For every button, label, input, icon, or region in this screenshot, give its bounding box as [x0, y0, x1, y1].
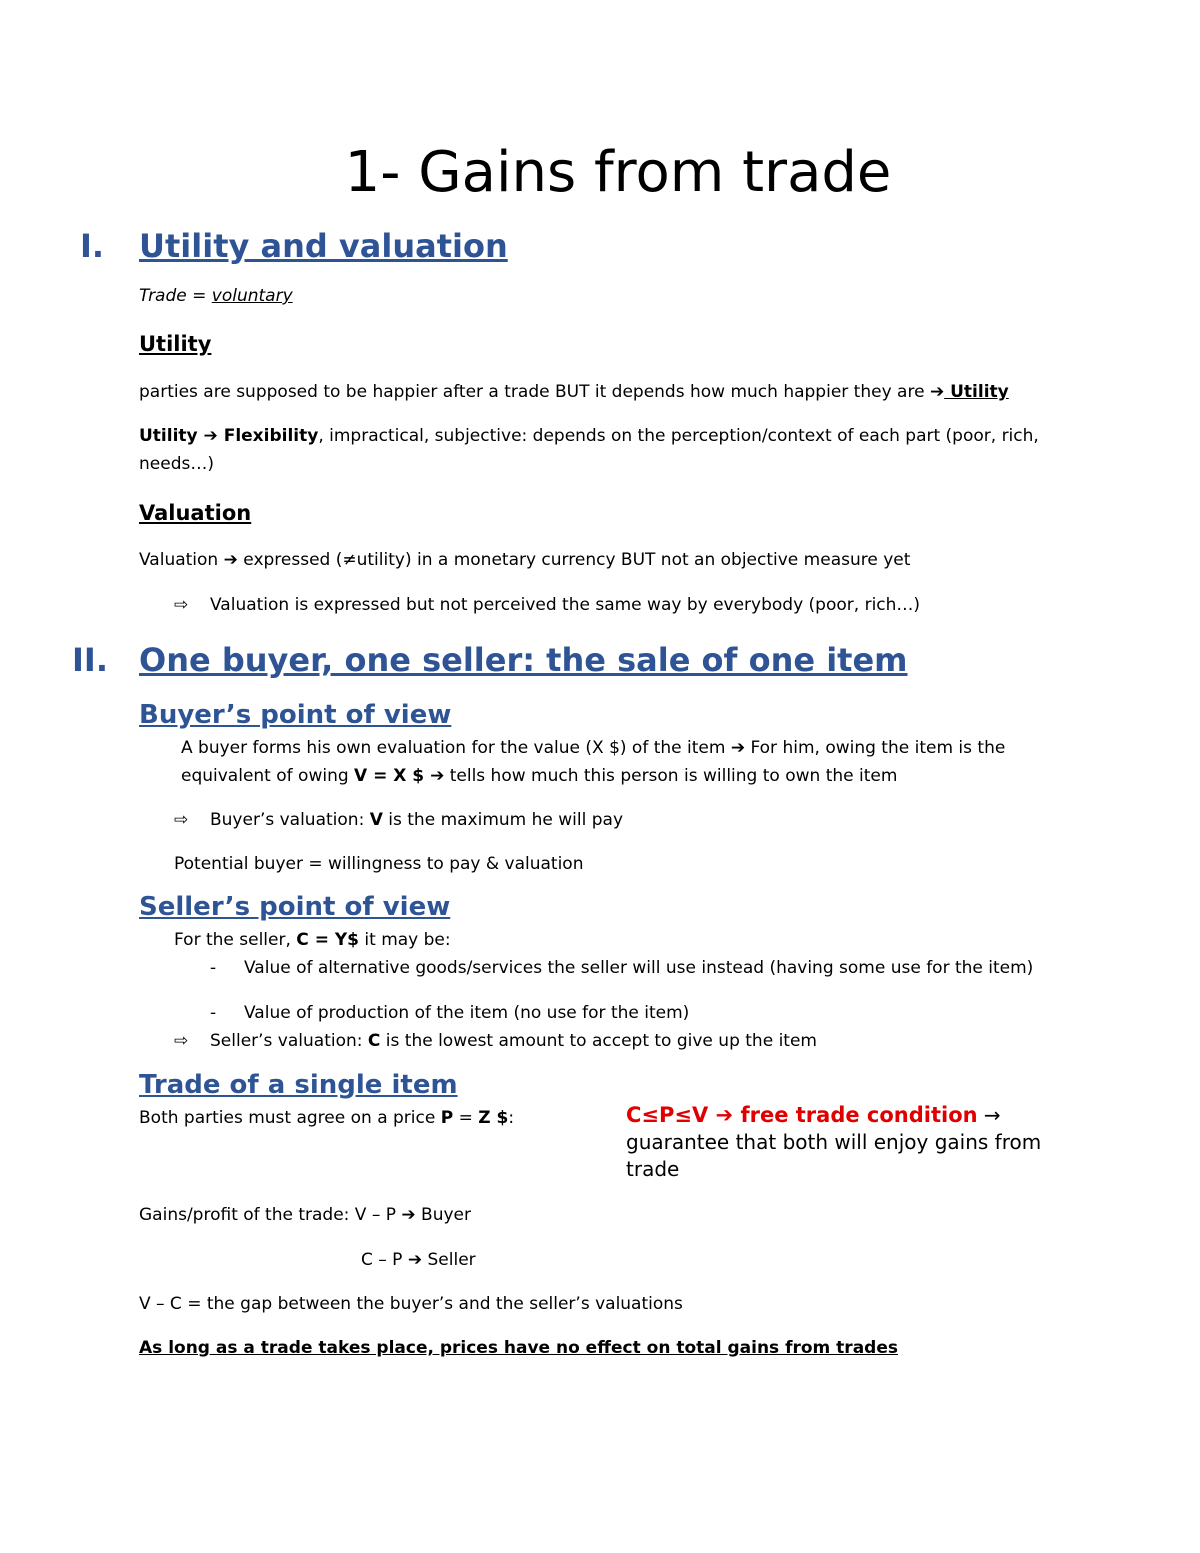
buyer-bullet [174, 808, 623, 832]
seller-bullet [174, 1029, 817, 1053]
flexibility-label: Flexibility [217, 426, 319, 446]
trade-definition-word: voluntary [211, 286, 293, 306]
page-title: 1- Gains from trade [344, 140, 892, 205]
gains-line-2-b: Seller [422, 1250, 476, 1270]
seller-heading: Seller’s point of view [139, 892, 451, 922]
buyer-bullet-bold: V [369, 810, 383, 830]
trade-definition [139, 284, 293, 308]
seller-bullet-b: is the lowest amount to accept to give up the item [380, 1031, 817, 1051]
hollow-arrow-icon: ⇨ [174, 1031, 189, 1051]
section-2-heading: One buyer, one seller: the sale of one item [139, 641, 908, 679]
utility-line-1 [139, 380, 1009, 404]
valuation-line-1-a: Valuation [139, 550, 224, 570]
right-arrow-icon: ➔ [223, 550, 238, 570]
seller-item-1: Value of alternative goods/services the seller will use instead (having some use for the item) [244, 958, 1034, 978]
hollow-arrow-icon: ⇨ [174, 595, 189, 615]
buyer-line-2-bold: V = X $ [354, 766, 431, 786]
buyer-line-1-a: A buyer forms his own evaluation for the value (X $) of the item [181, 738, 731, 758]
valuation-line-1 [139, 548, 910, 572]
buyer-line-1-b: For him, owing the item is the [745, 738, 1006, 758]
right-arrow-icon: ➔ [929, 382, 945, 402]
utility-bold-label: Utility [139, 426, 204, 446]
buyer-line-2-a: equivalent of owing [181, 766, 355, 786]
seller-line-1-bold: C = Y$ [296, 930, 359, 950]
right-arrow-icon: ➔ [730, 738, 746, 758]
trade-line-1-a: Both parties must agree on a price [139, 1108, 441, 1128]
gains-line-2 [361, 1248, 476, 1272]
utility-heading: Utility [139, 332, 212, 356]
price-symbol: P [440, 1108, 454, 1128]
price-value: Z $ [478, 1108, 509, 1128]
seller-item-2: Value of production of the item (no use for the item) [244, 1003, 690, 1023]
seller-bullet-a: Seller’s valuation: [210, 1031, 368, 1051]
seller-line-1 [174, 928, 451, 952]
section-2-number: II. [72, 641, 108, 679]
conclusion-line: As long as a trade takes place, prices have no effect on total gains from trades [139, 1338, 898, 1358]
trade-line-1-c: : [508, 1108, 515, 1128]
free-trade-condition-box [626, 1102, 1046, 1183]
right-arrow-icon: ➔ [401, 1205, 416, 1225]
free-trade-condition: C≤P≤V ➔ free trade condition [626, 1103, 978, 1127]
right-arrow-icon: ➔ [430, 766, 445, 786]
hollow-arrow-icon: ⇨ [174, 810, 189, 830]
section-1-heading: Utility and valuation [139, 227, 508, 265]
buyer-line-1 [181, 736, 1005, 760]
buyer-heading: Buyer’s point of view [139, 700, 452, 730]
trade-line-1 [139, 1106, 514, 1130]
gains-line-2-a: C – P [361, 1250, 408, 1270]
valuation-bullet-text: Valuation is expressed but not perceived the same way by everybody (poor, rich…) [210, 595, 921, 615]
seller-bullet-bold: C [367, 1031, 381, 1051]
buyer-bullet-a: Buyer’s valuation: [210, 810, 370, 830]
trade-heading: Trade of a single item [139, 1070, 458, 1100]
seller-line-1-b: it may be: [359, 930, 451, 950]
gains-line-1-a: Gains/profit of the trade: V – P [139, 1205, 402, 1225]
valuation-heading: Valuation [139, 501, 252, 525]
utility-line-2-continued: needs…) [139, 454, 214, 474]
buyer-bullet-b: is the maximum he will pay [382, 810, 624, 830]
seller-line-1-a: For the seller, [174, 930, 297, 950]
right-arrow-icon: ➔ [203, 426, 218, 446]
right-arrow-icon: → [977, 1103, 1001, 1127]
gains-line-1-b: Buyer [415, 1205, 472, 1225]
right-arrow-icon: ➔ [407, 1250, 423, 1270]
utility-line-1-text: parties are supposed to be happier after a trade BUT it depends how much happier they are [139, 382, 930, 402]
free-trade-condition-text: guarantee that both will enjoy gains from trade [626, 1130, 1042, 1181]
buyer-line-2 [181, 764, 897, 788]
gap-line: V – C = the gap between the buyer’s and the seller’s valuations [139, 1294, 683, 1314]
seller-dash-1: - [210, 958, 217, 978]
valuation-bullet [174, 593, 920, 617]
gains-line-1 [139, 1203, 471, 1227]
utility-line-2-text: , impractical, subjective: depends on the perception/context of each part (poor, rich, [318, 426, 1039, 446]
valuation-line-1-b: expressed (≠utility) in a monetary currency BUT not an objective measure yet [237, 550, 911, 570]
trade-definition-prefix: Trade = [139, 286, 212, 306]
utility-line-1-end: Utility [944, 382, 1009, 402]
utility-line-2 [139, 424, 1039, 448]
seller-dash-2: - [210, 1003, 217, 1023]
section-1-number: I. [80, 227, 105, 265]
trade-line-1-b: = [453, 1108, 479, 1128]
buyer-line-2-b: tells how much this person is willing to own the item [444, 766, 898, 786]
potential-buyer-line: Potential buyer = willingness to pay & valuation [174, 854, 584, 874]
